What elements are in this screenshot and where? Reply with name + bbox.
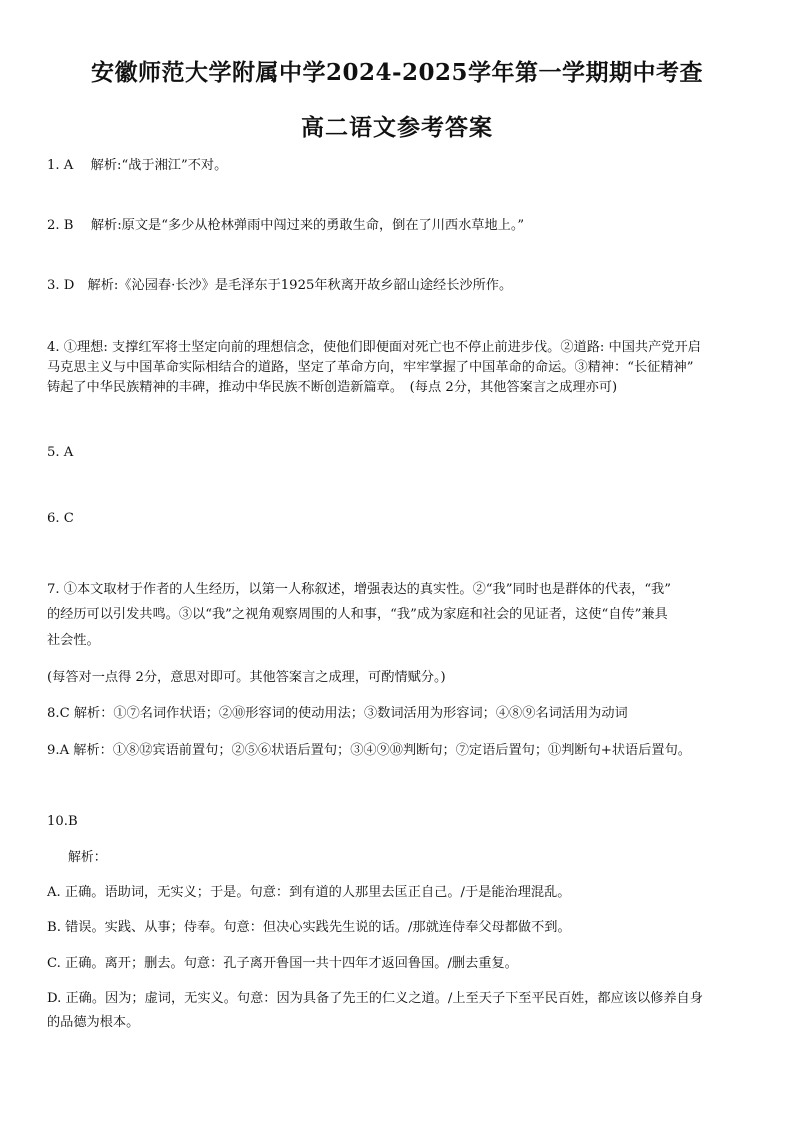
answer-7-line-1: 7. ①本文取材于作者的人生经历，以第一人称叙述，增强表达的真实性。②“我”同时也是群体的代表，“我” xyxy=(47,582,671,597)
answer-5: 5. A xyxy=(47,445,74,460)
answer-7-line-3: 社会性。 xyxy=(47,633,100,648)
document-subtitle: 高二语文参考答案 xyxy=(301,114,493,141)
answer-6: 6. C xyxy=(47,511,74,526)
answer-9: 9.A 解析：①⑧⑫宾语前置句；②⑤⑥状语后置句；③④⑨⑩判断句；⑦定语后置句；⑪判断句+状语后置句。 xyxy=(47,743,691,758)
answer-4-line-2: 马克思主义与中国革命实际相结合的道路，坚定了革命方向，牢牢掌握了中国革命的命运。③精神：“长征精神” xyxy=(47,360,694,375)
answer-10-analysis-label: 解析： xyxy=(68,850,107,865)
answer-10-option-b: B. 错误。实践、从事；侍奉。句意：但决心实践先生说的话。/那就连侍奉父母都做不到。 xyxy=(47,920,571,935)
answer-1: 1. A 解析:“战于湘江”不对。 xyxy=(47,158,228,173)
document-title: 安徽师范大学附属中学2024-2025学年第一学期期中考查 xyxy=(90,59,704,86)
answer-4-line-1: 4. ①理想: 支撑红军将士坚定向前的理想信念，使他们即便面对死亡也不停止前进步伐。②道路: 中国共产党开启 xyxy=(47,340,701,355)
answer-10-option-d-line-2: 的品德为根本。 xyxy=(47,1015,140,1030)
answer-10-option-a: A. 正确。语助词，无实义；于是。句意：到有道的人那里去匡正自己。/于是能治理混乱。 xyxy=(47,885,571,900)
answer-3: 3. D 解析:《沁园春·长沙》是毛泽东于1925年秋离开故乡韶山途经长沙所作。 xyxy=(47,278,513,293)
answer-4-line-3: 铸起了中华民族精神的丰碑，推动中华民族不断创造新篇章。 (每点 2分，其他答案言之成理亦可) xyxy=(47,380,618,395)
answer-10-option-c: C. 正确。离开；删去。句意：孔子离开鲁国一共十四年才返回鲁国。/删去重复。 xyxy=(47,956,518,971)
answer-2: 2. B 解析:原文是“多少从枪林弹雨中闯过来的勇敢生命，倒在了川西水草地上。” xyxy=(47,218,525,233)
answer-7-scoring-note: (每答对一点得 2分，意思对即可。其他答案言之成理，可酌情赋分。) xyxy=(47,670,446,685)
answer-10-option-d-line-1: D. 正确。因为；虚词，无实义。句意：因为具备了先王的仁义之道。/上至天子下至平民百姓，都应该以修养自身 xyxy=(47,991,703,1006)
answer-8: 8.C 解析：①⑦名词作状语；②⑩形容词的使动用法；③数词活用为形容词；④⑧⑨名词活用为动词 xyxy=(47,706,628,721)
answer-7-line-2: 的经历可以引发共鸣。③以“我”之视角观察周围的人和事，“我”成为家庭和社会的见证者，这使“自传”兼具 xyxy=(47,607,668,622)
answer-10: 10.B xyxy=(47,814,78,829)
